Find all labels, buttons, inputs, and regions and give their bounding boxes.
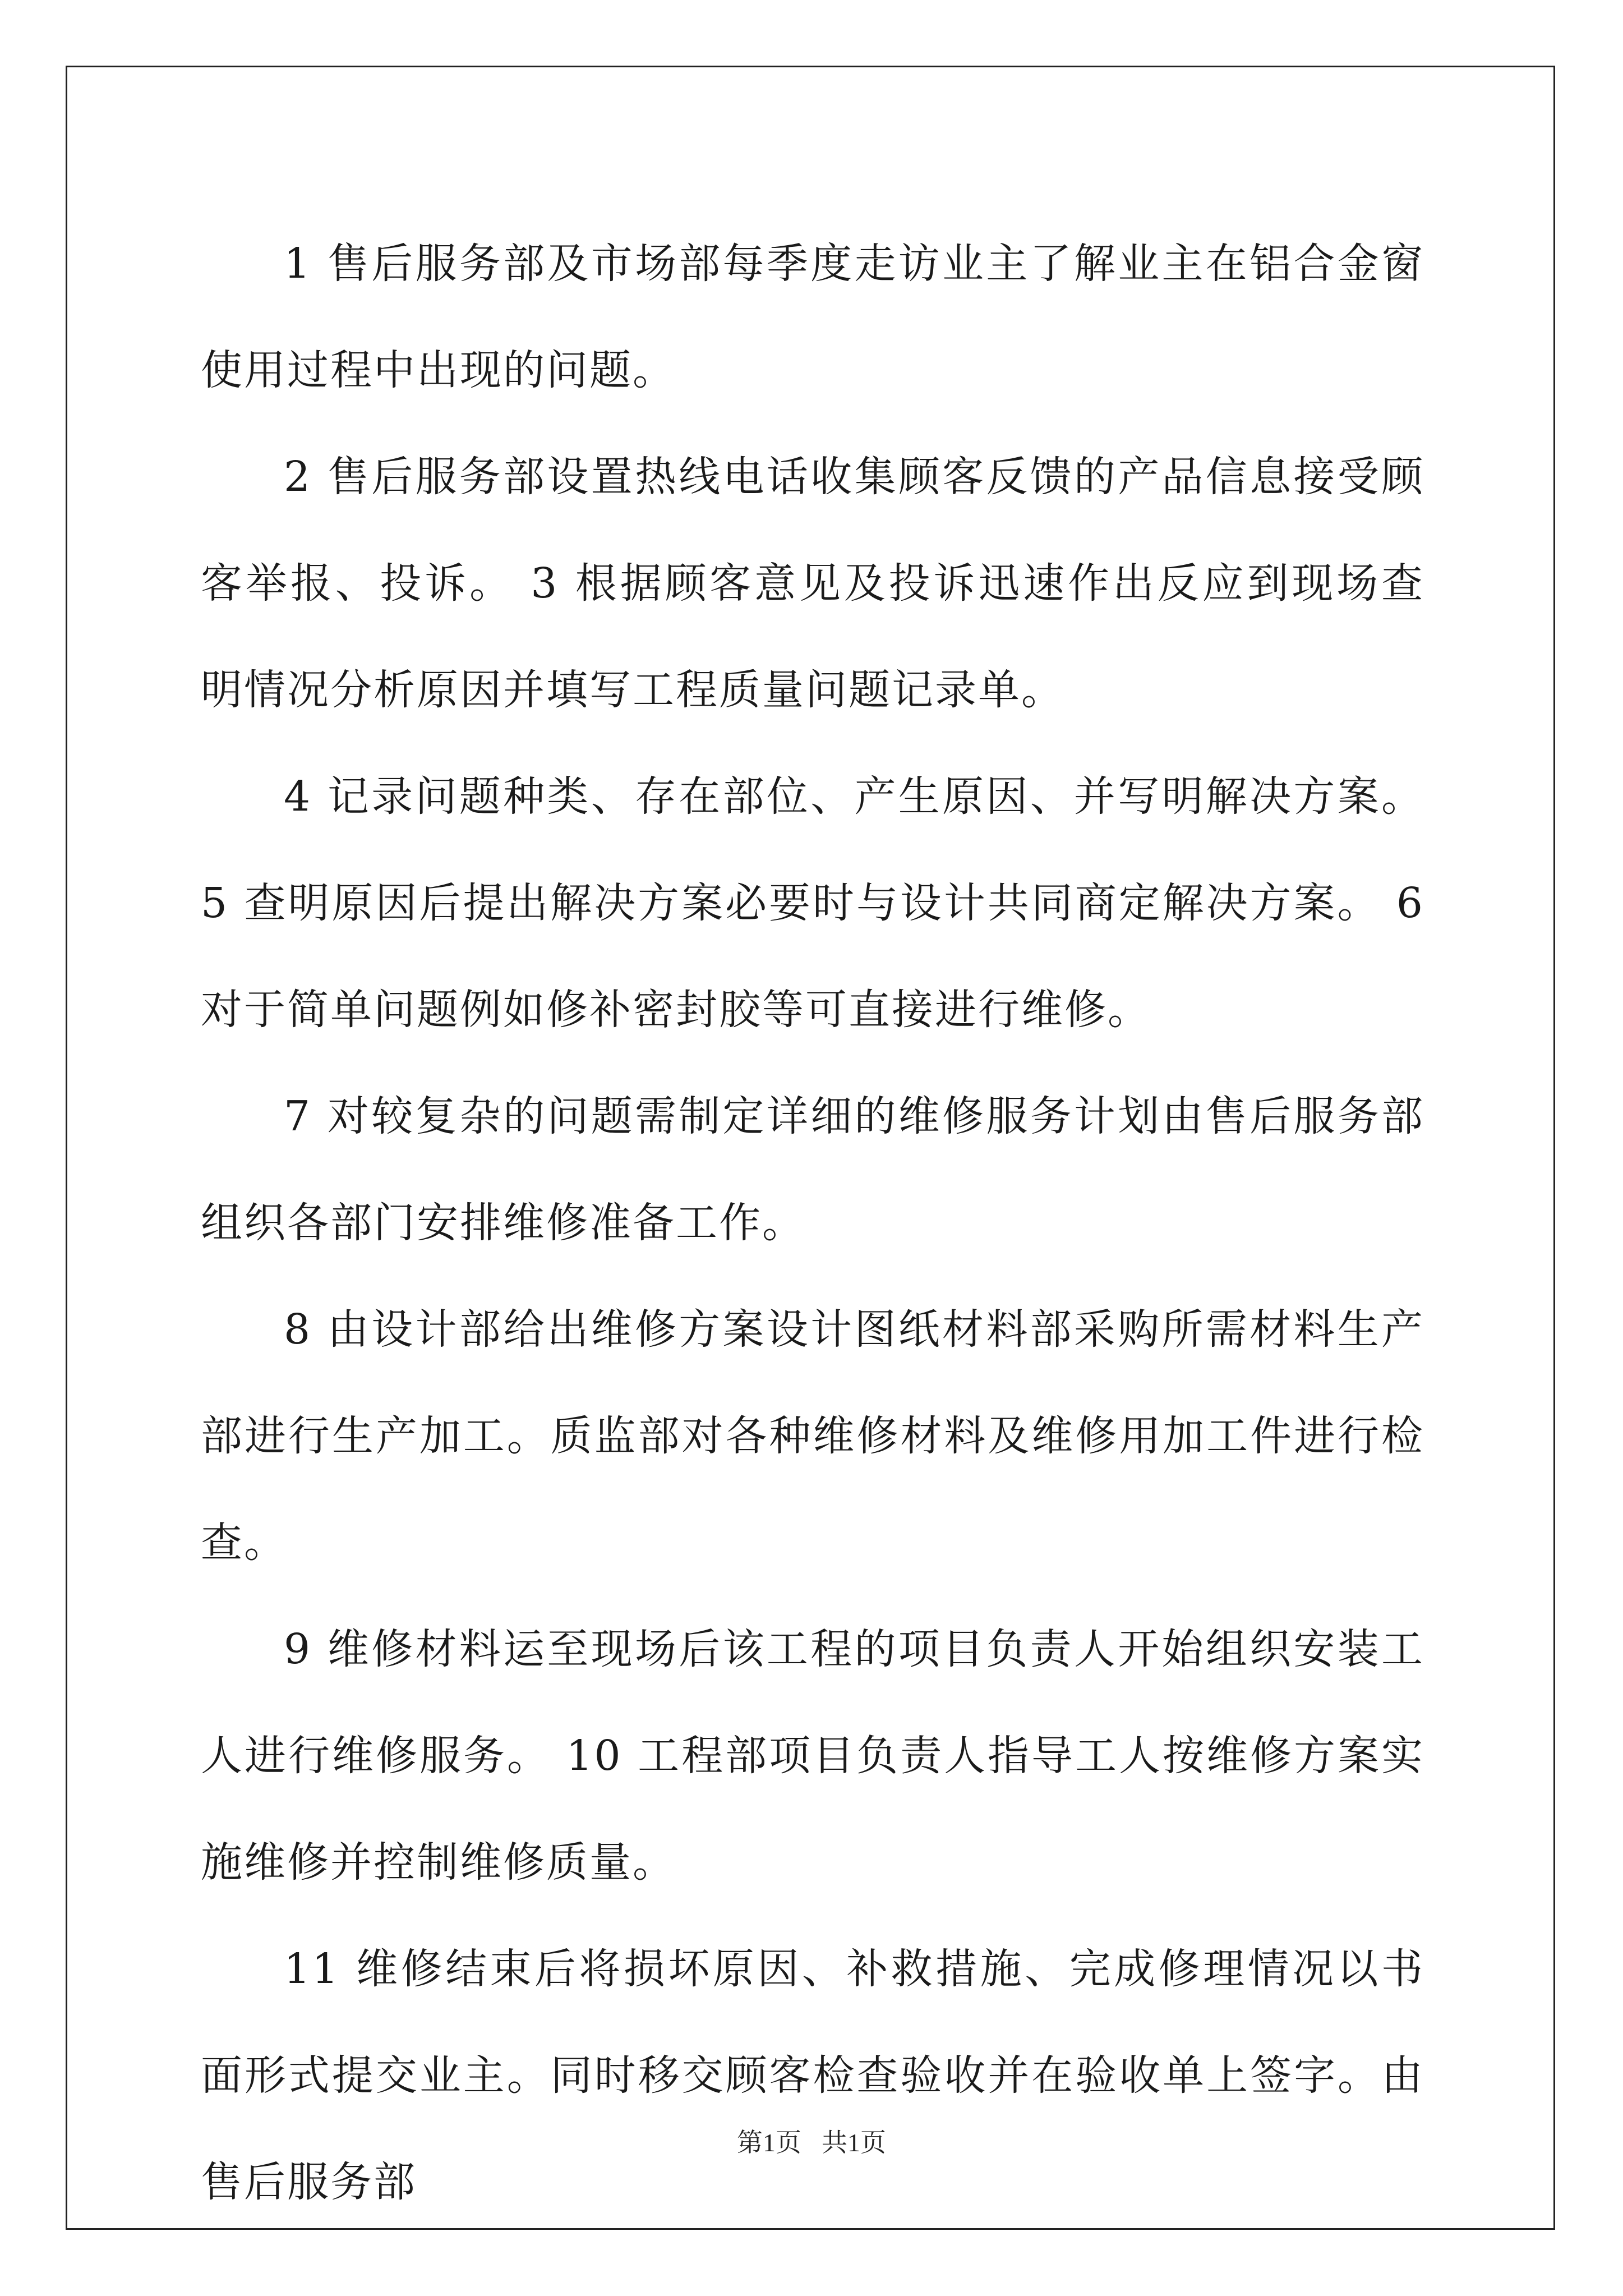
paragraph-3: 4 记录问题种类、存在部位、产生原因、并写明解决方案。 5 查明原因后提出解决方案必要时与设计共同商定解决方案。 6 对于简单问题例如修补密封胶等可直接进行维修。 xyxy=(201,772,1424,1034)
paragraph-5: 8 由设计部给出维修方案设计图纸材料部采购所需材料生产部进行生产加工。质监部对各种维修材料及维修用加工件进行检查。 xyxy=(201,1305,1424,1567)
paragraph-7: 11 维修结束后将损坏原因、补救措施、完成修理情况以书面形式提交业主。同时移交顾客检查验收并在验收单上签字。由售后服务部 xyxy=(201,1945,1424,2206)
page-total: 共1页 xyxy=(822,2128,886,2157)
paragraph-2: 2 售后服务部设置热线电话收集顾客反馈的产品信息接受顾客举报、投诉。 3 根据顾客意见及投诉迅速作出反应到现场查明情况分析原因并填写工程质量问题记录单。 xyxy=(201,453,1424,714)
paragraph-4: 7 对较复杂的问题需制定详细的维修服务计划由售后服务部组织各部门安排维修准备工作。 xyxy=(201,1092,1424,1247)
page-number: 第1页 xyxy=(737,2128,801,2157)
paragraph-6: 9 维修材料运至现场后该工程的项目负责人开始组织安装工人进行维修服务。 10 工程部项目负责人指导工人按维修方案实施维修并控制维修质量。 xyxy=(201,1625,1424,1887)
document-body xyxy=(201,210,1424,2235)
paragraph-1: 1 售后服务部及市场部每季度走访业主了解业主在铝合金窗使用过程中出现的问题。 xyxy=(201,240,1424,394)
page-footer xyxy=(0,2126,1623,2160)
